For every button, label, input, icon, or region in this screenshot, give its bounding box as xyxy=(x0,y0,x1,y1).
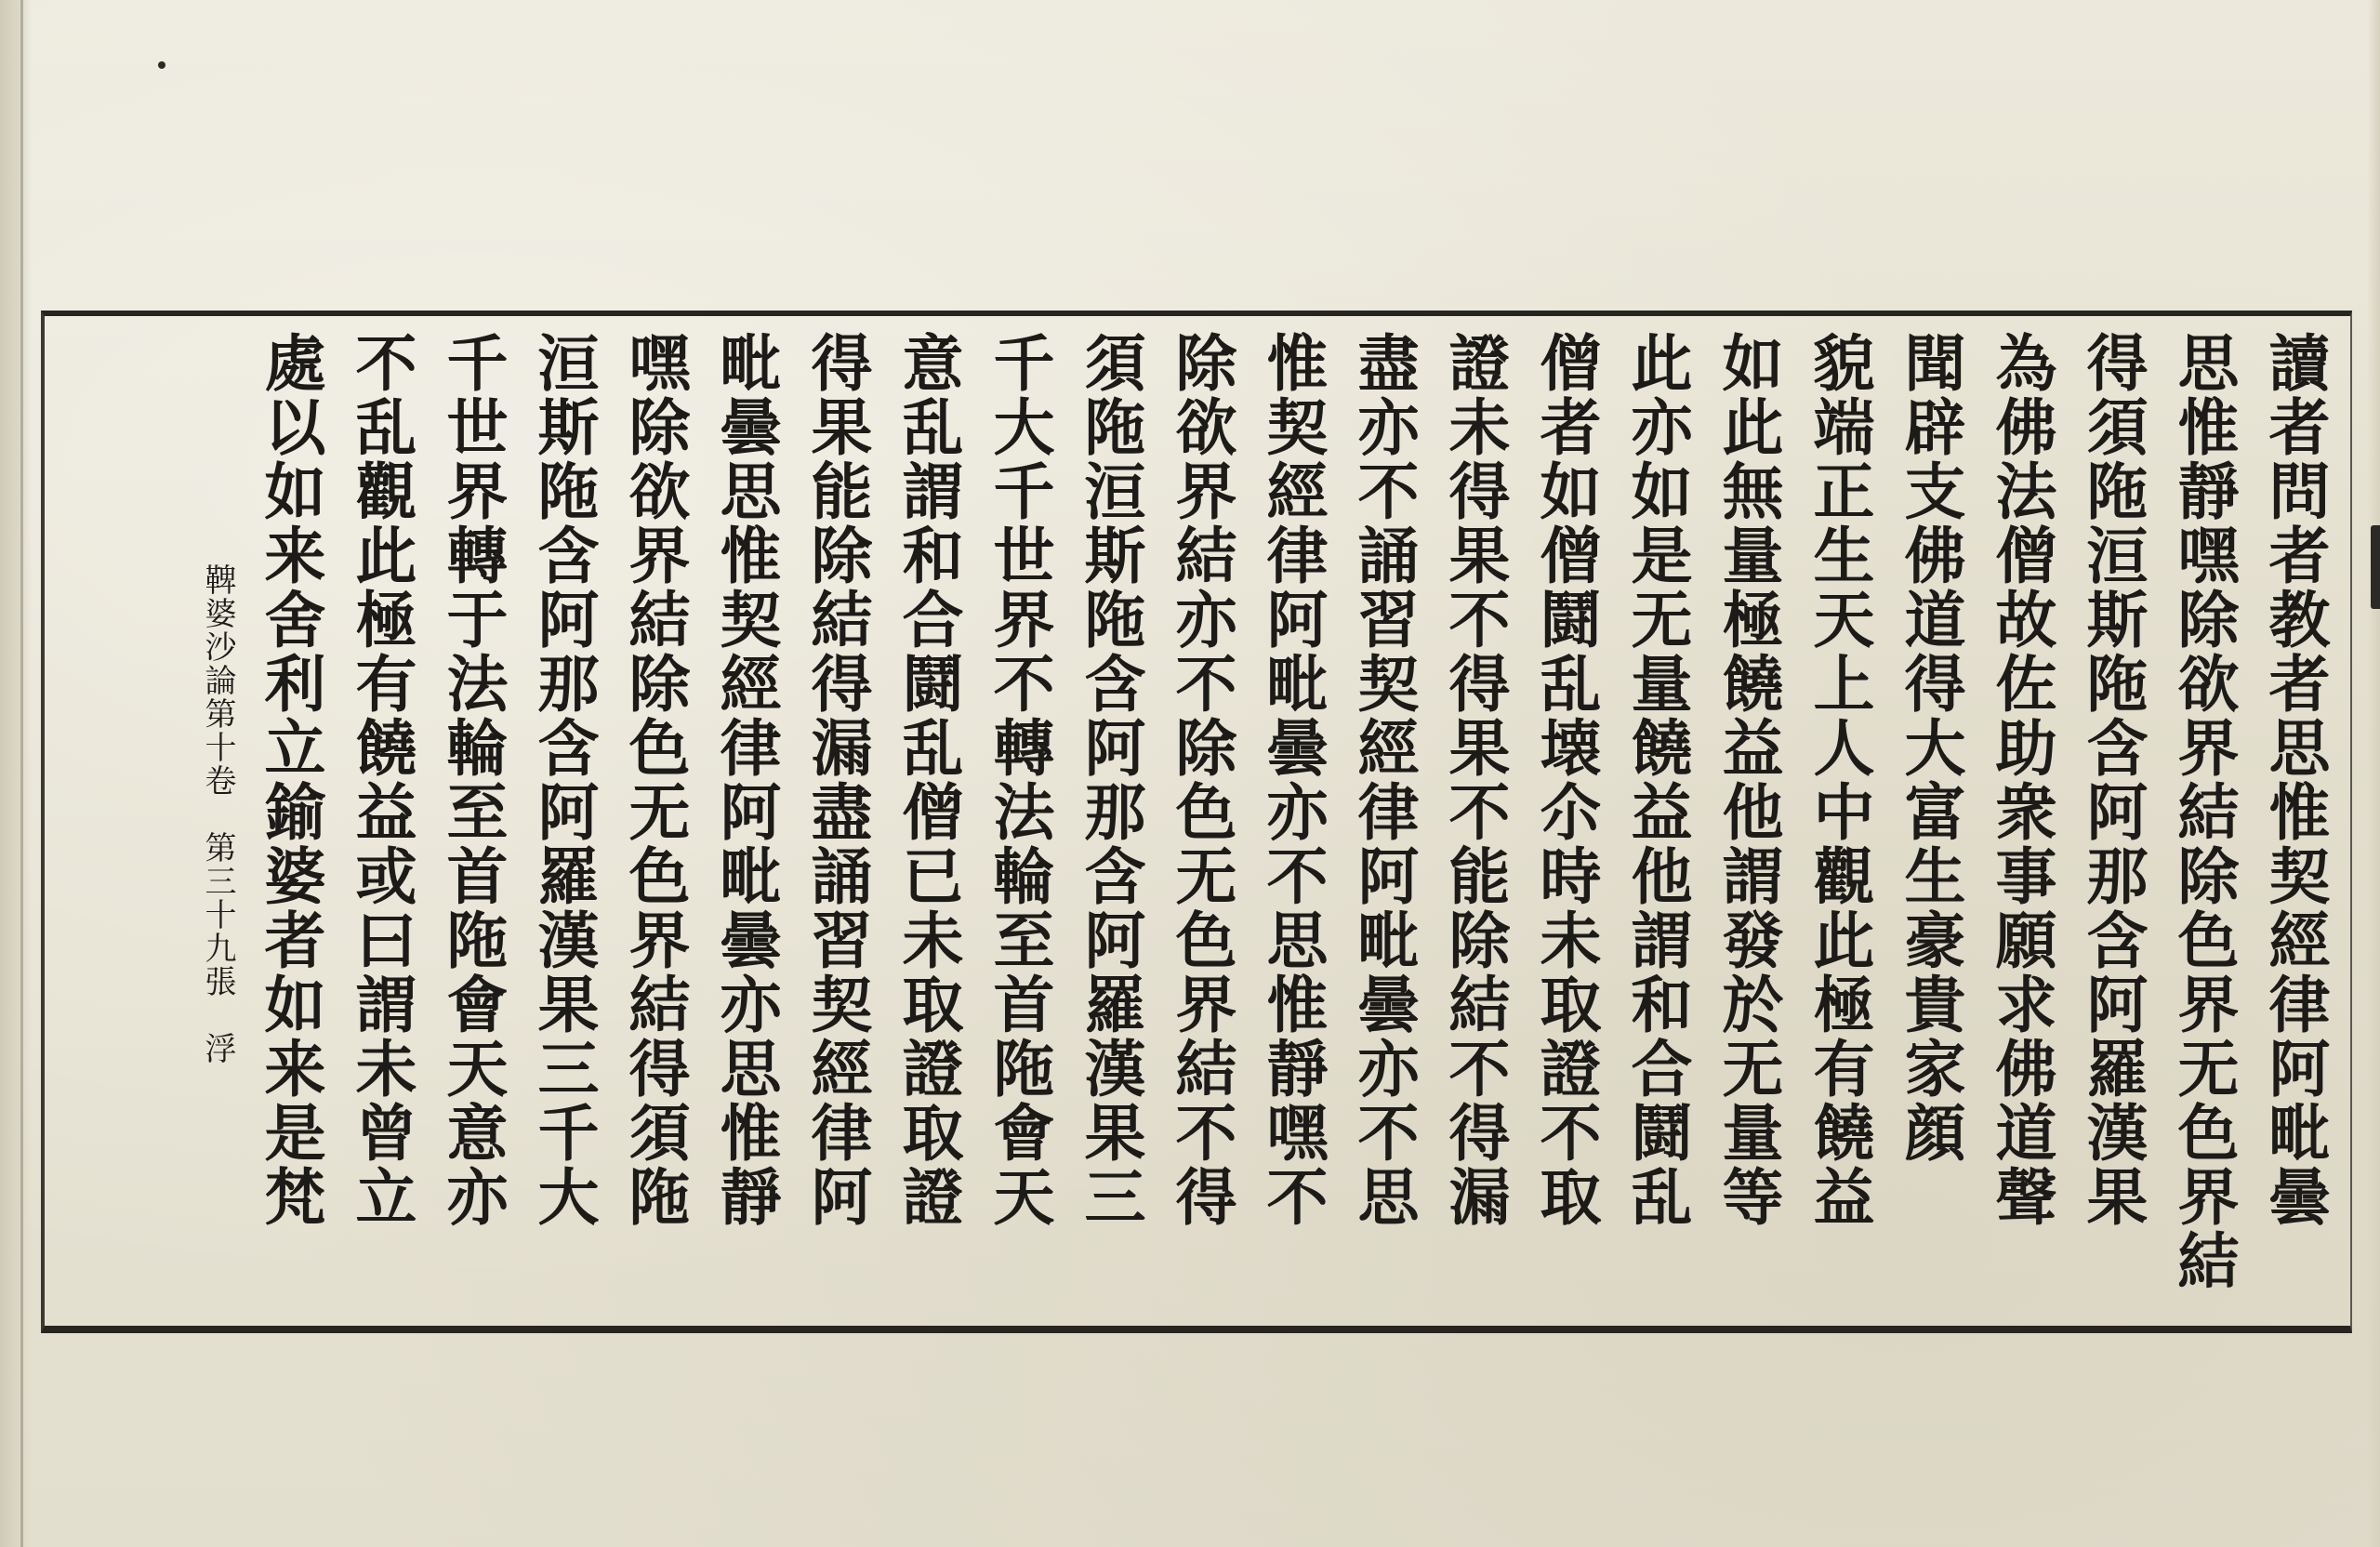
edge-ink-mark xyxy=(2371,525,2380,609)
page-right-edge xyxy=(2367,0,2380,1547)
text-column: 得須陁洹斯陁含阿那含阿羅漢果 xyxy=(2076,331,2149,1229)
text-column: 如此無量極饒益他謂發於无量等 xyxy=(1712,331,1784,1229)
text-column: 惟契經律阿毗曇亦不思惟靜嘿不 xyxy=(1256,331,1329,1229)
text-column: 毗曇思惟契經律阿毗曇亦思惟靜 xyxy=(709,331,782,1229)
text-column: 除欲界結亦不除色无色界結不得 xyxy=(1165,331,1237,1229)
text-column: 證未得果不得果不能除結不得漏 xyxy=(1438,331,1511,1229)
text-column: 意乱謂和合鬪乱僧已未取證取證 xyxy=(892,331,964,1229)
text-column: 得果能除結得漏盡誦習契經律阿 xyxy=(800,331,873,1229)
text-column: 此亦如是无量饒益他謂和合鬪乱 xyxy=(1620,331,1693,1229)
text-column: 處以如来舍利立鍮婆者如来是梵 xyxy=(254,331,326,1229)
text-column: 千大千世界不轉法輪至首陁會天 xyxy=(983,331,1055,1229)
text-column: 嘿除欲界結除色无色界結得須陁 xyxy=(618,331,691,1229)
text-block xyxy=(121,331,2334,1316)
spine-fold-line xyxy=(20,0,23,1547)
text-column: 貌端正生天上人中觀此極有饒益 xyxy=(1803,331,1875,1229)
text-column: 須陁洹斯陁含阿那含阿羅漢果三 xyxy=(1074,331,1146,1229)
text-column: 不乱觀此極有饒益或曰謂未曾立 xyxy=(345,331,417,1229)
text-column: 聞辟支佛道得大富生豪貴家顔 xyxy=(1894,331,1966,1165)
book-spine xyxy=(0,0,32,1547)
text-column: 為佛法僧故佐助衆事願求佛道聲 xyxy=(1985,331,2057,1229)
text-column: 思惟靜嘿除欲界結除色界无色界結 xyxy=(2167,331,2240,1293)
ink-dot xyxy=(158,61,165,69)
margin-note: 鞞婆沙論第十卷 第三十九張 浮 xyxy=(199,563,236,1065)
text-column: 僧者如僧鬪乱壊尒時未取證不取 xyxy=(1529,331,1602,1229)
text-column: 盡亦不誦習契經律阿毗曇亦不思 xyxy=(1347,331,1420,1229)
text-column: 洹斯陁含阿那含阿羅漢果三千大 xyxy=(527,331,600,1229)
text-column: 讀者問者教者思惟契經律阿毗曇 xyxy=(2258,331,2331,1229)
text-column: 千世界轉于法輪至首陁會天意亦 xyxy=(436,331,509,1229)
